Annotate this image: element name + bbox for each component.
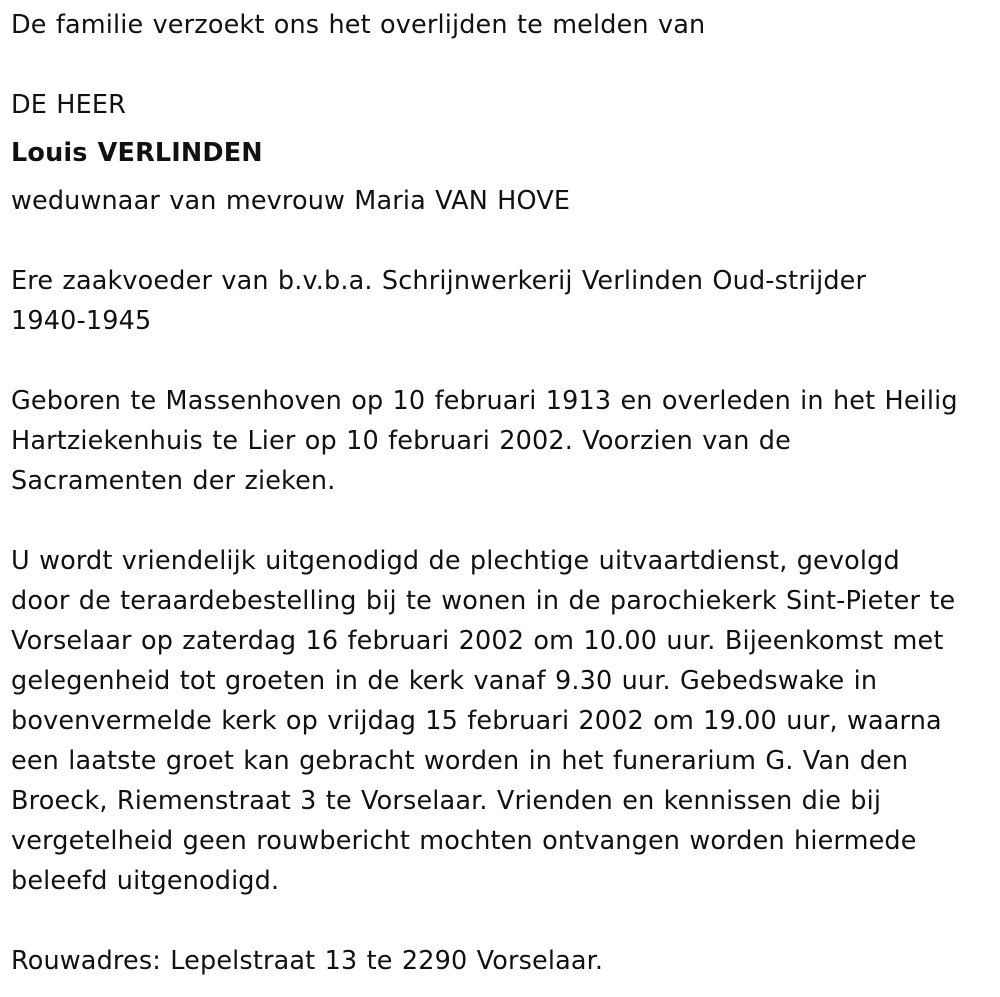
funeral-line: U wordt vriendelijk uitgenodigd de plechtige uitvaartdienst, gevolgd [11, 546, 900, 576]
relation-text: weduwnaar van mevrouw Maria VAN HOVE [11, 186, 571, 216]
birth-death-line: Hartziekenhuis te Lier op 10 februari 2002. Voorzien van de [11, 426, 791, 456]
birth-death-line: Sacramenten der zieken. [11, 466, 336, 496]
occupation-line: Ere zaakvoeder van b.v.b.a. Schrijnwerkerij Verlinden Oud-strijder [11, 266, 867, 296]
funeral-line: door de teraardebestelling bij te wonen in de parochiekerk Sint-Pieter te [11, 586, 956, 616]
deceased-name: Louis VERLINDEN [11, 138, 263, 168]
intro-text: De familie verzoekt ons het overlijden te melden van [11, 10, 706, 40]
funeral-line: gelegenheid tot groeten in de kerk vanaf 9.30 uur. Gebedswake in [11, 666, 878, 696]
title-text: DE HEER [11, 90, 127, 120]
occupation-line: 1940-1945 [11, 306, 152, 336]
funeral-line: vergetelheid geen rouwbericht mochten ontvangen worden hiermede [11, 826, 917, 856]
address-text: Rouwadres: Lepelstraat 13 te 2290 Vorselaar. [11, 946, 604, 976]
funeral-line: Vorselaar op zaterdag 16 februari 2002 om 10.00 uur. Bijeenkomst met [11, 626, 944, 656]
funeral-line: Broeck, Riemenstraat 3 te Vorselaar. Vrienden en kennissen die bij [11, 786, 882, 816]
funeral-line: een laatste groet kan gebracht worden in het funerarium G. Van den [11, 746, 909, 776]
birth-death-line: Geboren te Massenhoven op 10 februari 1913 en overleden in het Heilig [11, 386, 958, 416]
funeral-line: beleefd uitgenodigd. [11, 866, 280, 896]
funeral-line: bovenvermelde kerk op vrijdag 15 februari 2002 om 19.00 uur, waarna [11, 706, 942, 736]
